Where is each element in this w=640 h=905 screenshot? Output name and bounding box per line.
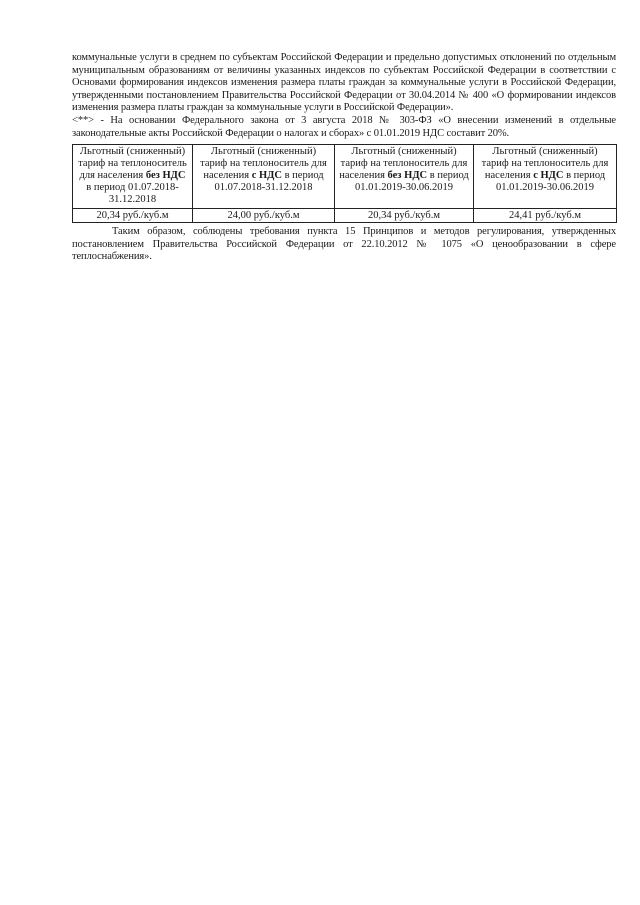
tariff-value-cell: 20,34 руб./куб.м — [335, 209, 474, 223]
tariff-value-cell: 24,00 руб./куб.м — [193, 209, 335, 223]
header-cell: Льготный (сниженный) тариф на теплоноситель для населения без НДС в период 01.07.2018-31.12.2018 — [73, 145, 193, 209]
table-header-row — [73, 145, 617, 209]
paragraph-indices: коммунальные услуги в среднем по субъектам Российской Федерации и предельно допустимых отклонений по отдельным муниципальным образованиям от величины указанных индексов по субъектам Российской Федерации в соответствии с Основами формирования индексов изменения размера платы граждан за коммунальные услуги в Российской Федерации, утвержденными постановлением Правительства Российской Федерации от 30.04.2014 № 400 «О формировании индексов изменения размера платы граждан за коммунальные услуги в Российской Федерации». — [72, 52, 616, 114]
table-value-row — [73, 209, 617, 223]
tariff-table — [72, 144, 617, 223]
tariff-value-cell: 24,41 руб./куб.м — [474, 209, 617, 223]
header-cell: Льготный (сниженный) тариф на теплоноситель для населения без НДС в период 01.01.2019-30.06.2019 — [335, 145, 474, 209]
header-cell: Льготный (сниженный) тариф на теплоноситель для населения с НДС в период 01.07.2018-31.12.2018 — [193, 145, 335, 209]
document-page — [72, 52, 616, 264]
tariff-value-cell: 20,34 руб./куб.м — [73, 209, 193, 223]
vat-footnote: <**> - На основании Федерального закона от 3 августа 2018 № 303-ФЗ «О внесении изменений в отдельные законодательные акты Российской Федерации о налогах и сборах» с 01.01.2019 НДС составит 20%. — [72, 114, 616, 139]
paragraph-conclusion: Таким образом, соблюдены требования пункта 15 Принципов и методов регулирования, утвержденных постановлением Правительства Российской Федерации от 22.10.2012 № 1075 «О ценообразовании в сфере теплоснабжения». — [72, 226, 616, 263]
header-cell: Льготный (сниженный) тариф на теплоноситель для населения с НДС в период 01.01.2019-30.06.2019 — [474, 145, 617, 209]
